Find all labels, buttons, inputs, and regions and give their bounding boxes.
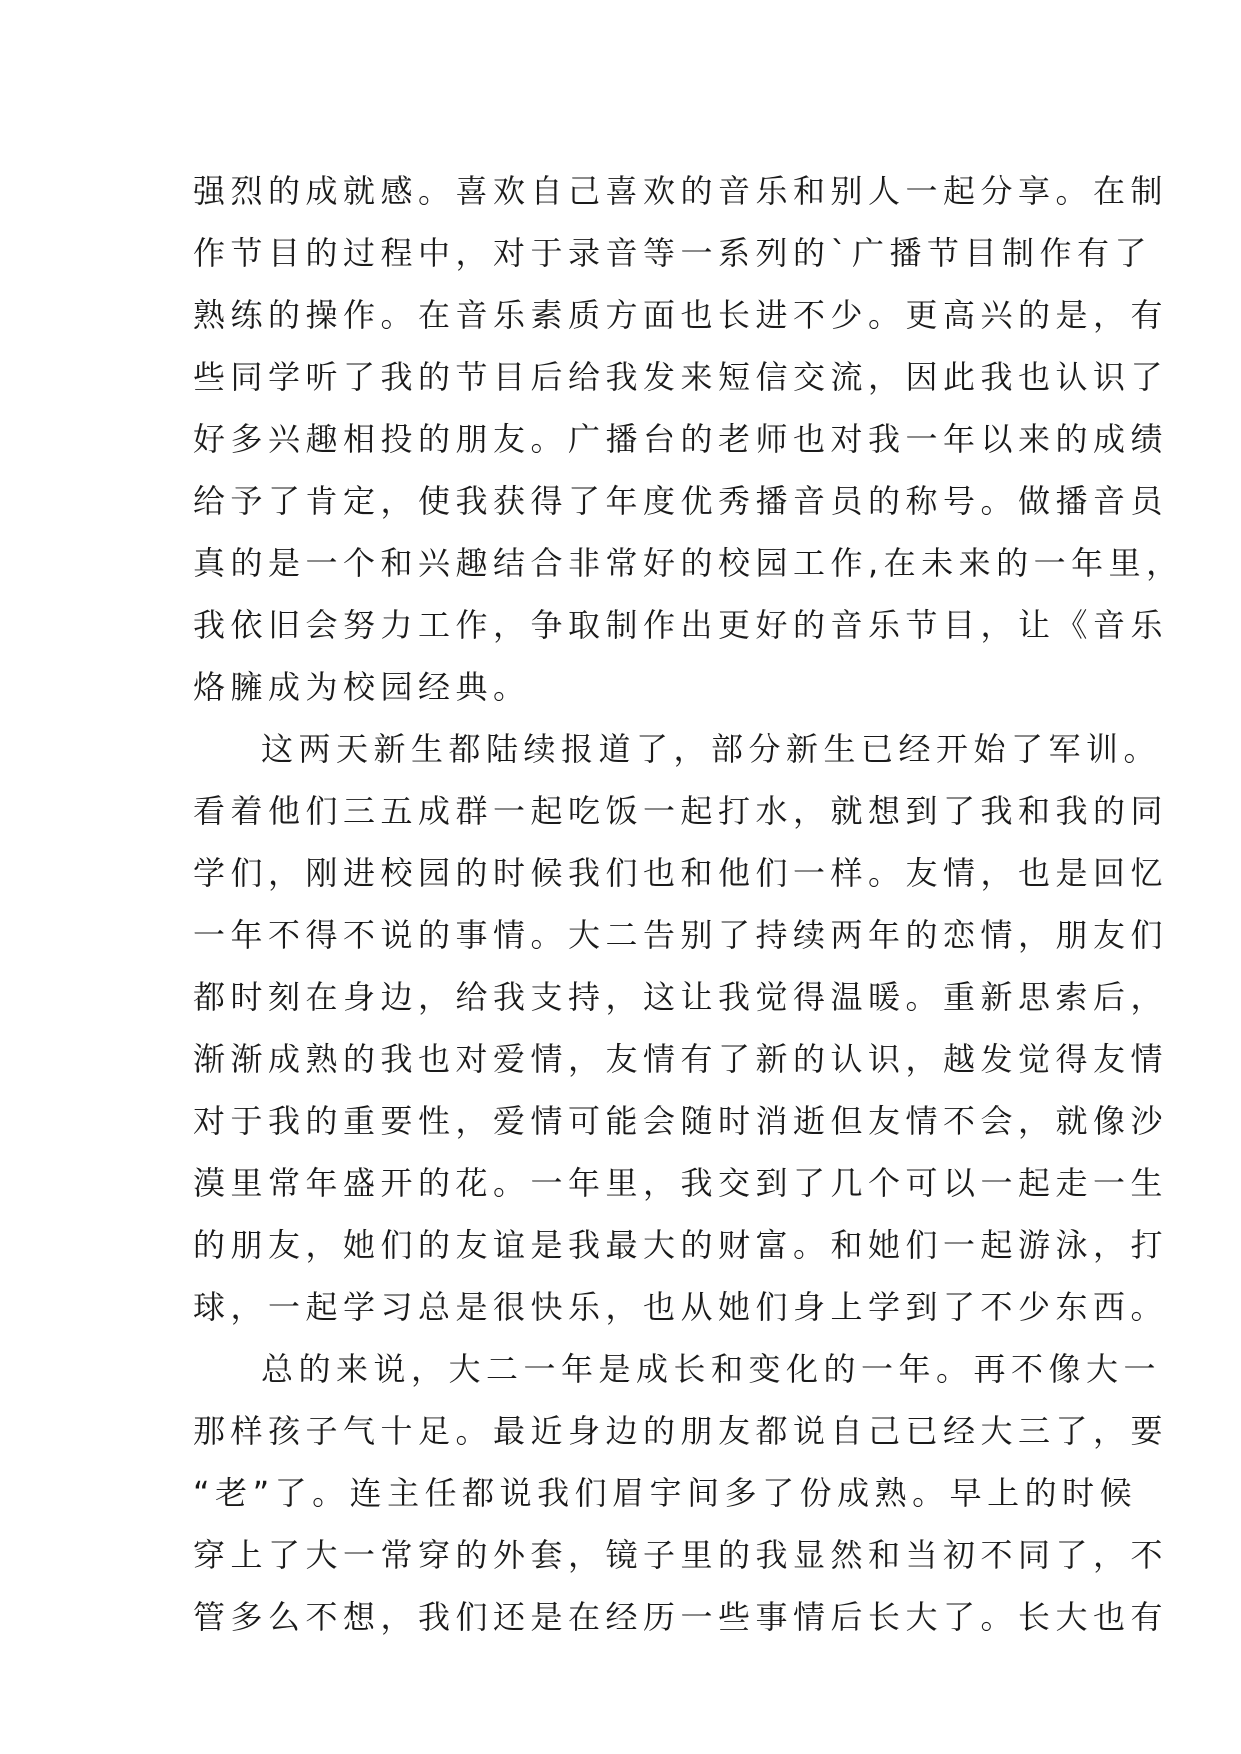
- text-line: 漠里常年盛开的花。一年里，我交到了几个可以一起走一生: [193, 1164, 1169, 1202]
- paragraph-start-line: 总的来说，大二一年是成长和变化的一年。再不像大一: [261, 1350, 1162, 1388]
- text-line: 球，一起学习总是很快乐，也从她们身上学到了不少东西。: [193, 1288, 1169, 1326]
- text-line: 看着他们三五成群一起吃饭一起打水，就想到了我和我的同: [193, 792, 1169, 830]
- text-line: 那样孩子气十足。最近身边的朋友都说自己已经大三了，要: [193, 1412, 1169, 1450]
- text-line: 熟练的操作。在音乐素质方面也长进不少。更高兴的是，有: [193, 296, 1169, 334]
- text-line: 渐渐成熟的我也对爱情，友情有了新的认识，越发觉得友情: [193, 1040, 1169, 1078]
- text-line: “老”了。连主任都说我们眉宇间多了份成熟。早上的时候: [193, 1474, 1138, 1512]
- text-line: 真的是一个和兴趣结合非常好的校园工作,在未来的一年里，: [193, 544, 1184, 582]
- text-line: 些同学听了我的节目后给我发来短信交流，因此我也认识了: [193, 358, 1169, 396]
- text-line: 我依旧会努力工作，争取制作出更好的音乐节目，让《音乐: [193, 606, 1169, 644]
- text-line: 作节目的过程中，对于录音等一系列的`广播节目制作有了: [193, 234, 1153, 272]
- text-line: 好多兴趣相投的朋友。广播台的老师也对我一年以来的成绩: [193, 420, 1169, 458]
- text-line: 学们，刚进校园的时候我们也和他们一样。友情，也是回忆: [193, 854, 1169, 892]
- body-text: [193, 160, 1184, 1648]
- text-line: 强烈的成就感。喜欢自己喜欢的音乐和别人一起分享。在制: [193, 172, 1169, 210]
- text-line: 对于我的重要性，爱情可能会随时消逝但友情不会，就像沙: [193, 1102, 1169, 1140]
- text-line: 给予了肯定，使我获得了年度优秀播音员的称号。做播音员: [193, 482, 1169, 520]
- text-line: 的朋友，她们的友谊是我最大的财富。和她们一起游泳，打: [193, 1226, 1169, 1264]
- text-line: 烙臃成为校园经典。: [193, 668, 531, 706]
- text-line: 穿上了大一常穿的外套，镜子里的我显然和当初不同了，不: [193, 1536, 1169, 1574]
- text-line: 都时刻在身边，给我支持，这让我觉得温暖。重新思索后，: [193, 978, 1169, 1016]
- text-line: 一年不得不说的事情。大二告别了持续两年的恋情，朋友们: [193, 916, 1169, 954]
- paragraph-start-line: 这两天新生都陆续报道了，部分新生已经开始了军训。: [261, 730, 1162, 768]
- text-line: 管多么不想，我们还是在经历一些事情后长大了。长大也有: [193, 1598, 1169, 1636]
